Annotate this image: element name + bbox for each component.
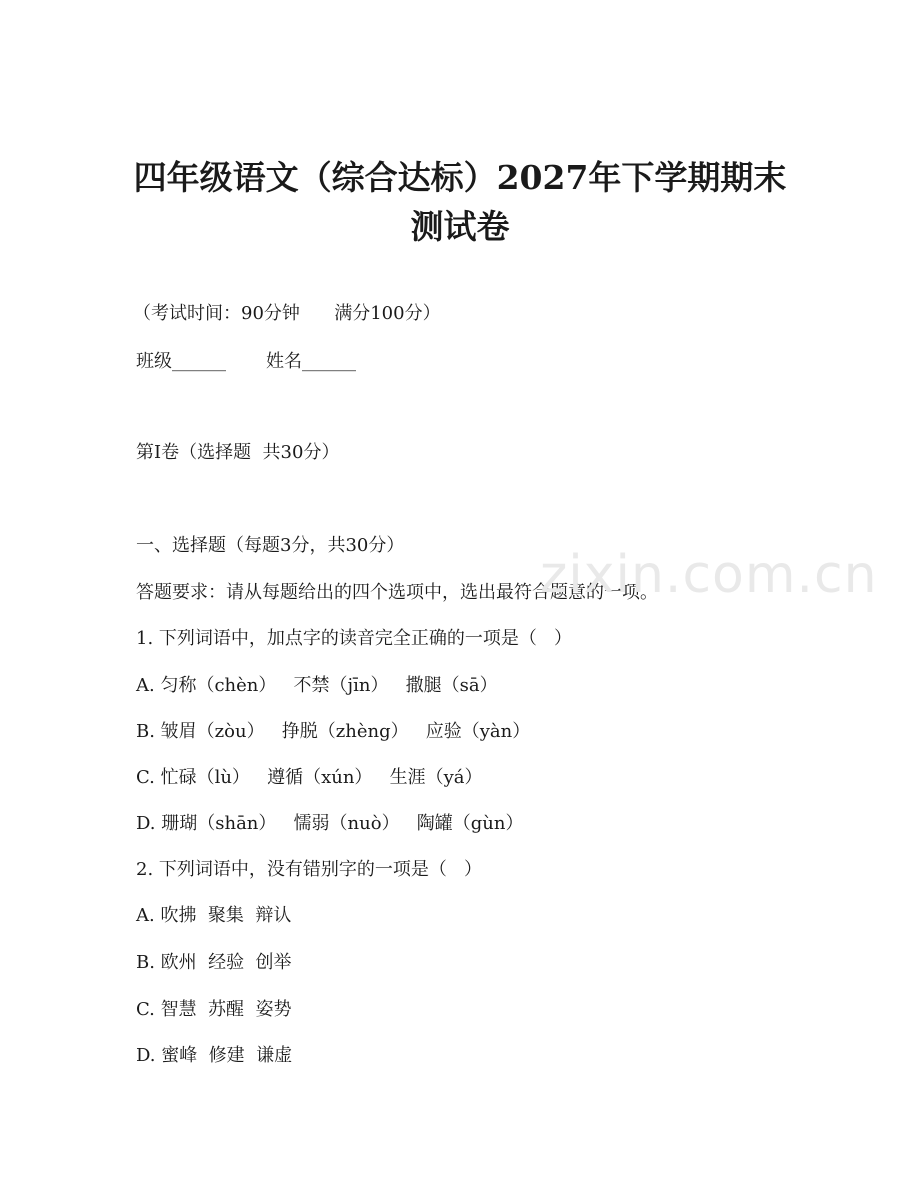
document-title-line-2: 测试卷: [410, 207, 510, 246]
question-1-option-b: B. 皱眉（zòu） 挣脱（zhèng） 应验（yàn）: [136, 721, 531, 742]
question-1-option-c: C. 忙碌（lù） 遵循（xún） 生涯（yá）: [136, 767, 483, 788]
question-2-stem: 2. 下列词语中，没有错别字的一项是（ ）: [136, 859, 483, 880]
question-1-option-a: A. 匀称（chèn） 不禁（jīn） 撒腿（sā）: [136, 675, 498, 696]
question-1-option-d: D. 珊瑚（shān） 懦弱（nuò） 陶罐（gùn）: [136, 813, 524, 834]
question-2-option-d: D. 蜜峰 修建 谦虚: [136, 1045, 293, 1066]
section-header: 第I卷（选择题 共30分）: [136, 442, 340, 463]
document-title-line-1: 四年级语文（综合达标）2027年下学期期末: [133, 158, 787, 197]
question-2-option-a: A. 吹拂 聚集 辩认: [136, 905, 292, 926]
instructions: 答题要求：请从每题给出的四个选项中，选出最符合题意的一项。: [136, 582, 658, 603]
part-one-title: 一、选择题（每题3分，共30分）: [136, 535, 405, 556]
question-1-stem: 1. 下列词语中，加点字的读音完全正确的一项是（ ）: [136, 628, 573, 649]
class-name-line: 班级______ 姓名______: [136, 351, 357, 372]
question-2-option-b: B. 欧州 经验 创举: [136, 952, 292, 973]
exam-info: （考试时间：90分钟 满分100分）: [133, 303, 441, 324]
question-2-option-c: C. 智慧 苏醒 姿势: [136, 999, 292, 1020]
watermark: zixin.com.cn: [540, 545, 878, 605]
